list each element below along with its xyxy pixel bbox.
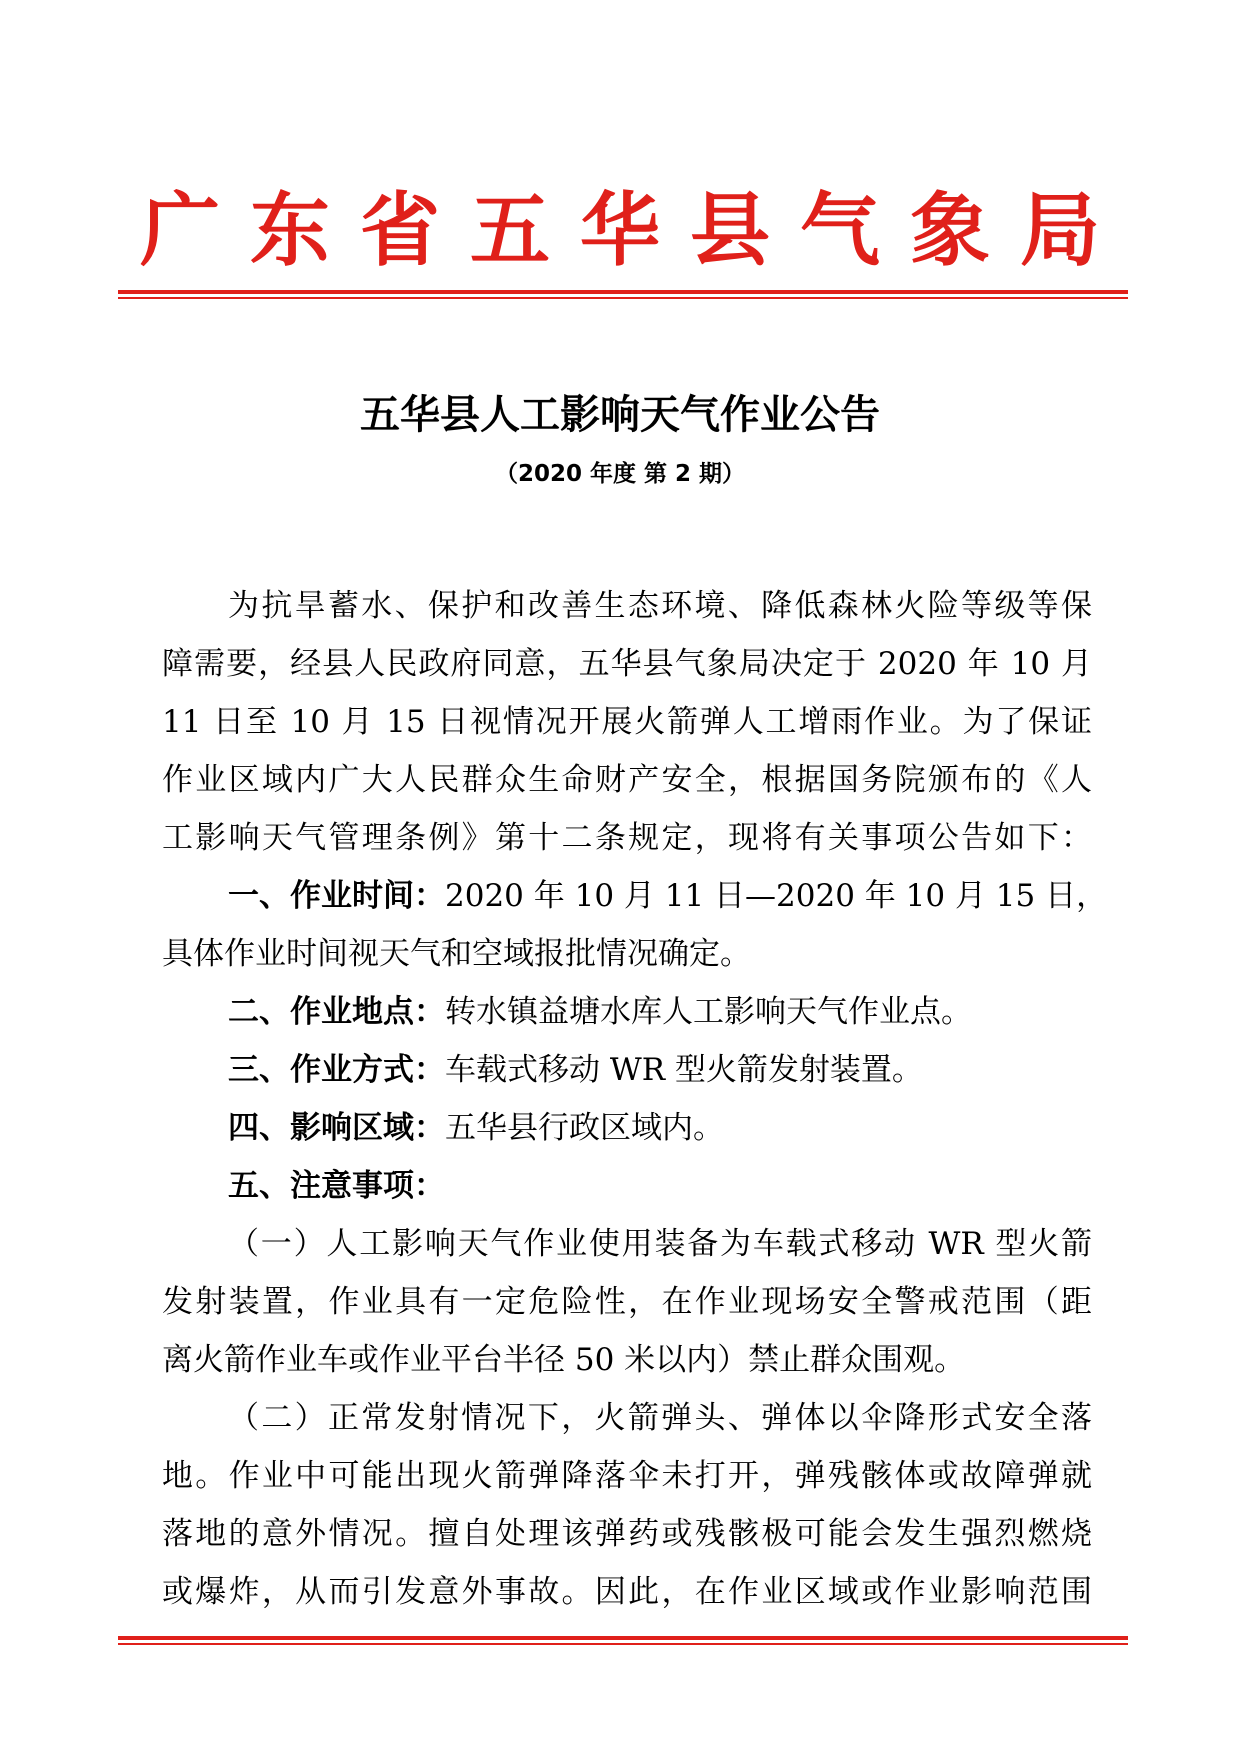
- item-text: 五华县行政区域内。: [445, 1110, 724, 1146]
- body-line: 为抗旱蓄水、保护和改善生态环境、降低森林火险等级等保: [228, 588, 1092, 624]
- item-operation-time: [162, 867, 1108, 925]
- item-label: 二、作业地点：: [228, 994, 445, 1030]
- masthead-divider: [118, 290, 1128, 299]
- item-affected-area: [162, 1099, 1092, 1157]
- body-line: 11 日至 10 月 15 日视情况开展火箭弹人工增雨作业。为了保证: [162, 704, 1092, 740]
- body-line: （一）人工影响天气作业使用装备为车载式移动 WR 型火箭: [228, 1226, 1092, 1262]
- body-line: （二）正常发射情况下，火箭弹头、弹体以伞降形式安全落: [228, 1400, 1092, 1436]
- item-label: 三、作业方式：: [228, 1052, 445, 1088]
- item-text: 车载式移动 WR 型火箭发射装置。: [445, 1052, 923, 1088]
- footer-divider: [118, 1636, 1128, 1645]
- item-label: 五、注意事项：: [228, 1168, 445, 1204]
- body-line: 或爆炸，从而引发意外事故。因此，在作业区域或作业影响范围: [162, 1574, 1092, 1610]
- notice-body: [162, 577, 1108, 1621]
- body-line: 地。作业中可能出现火箭弹降落伞未打开，弹残骸体或故障弹就: [162, 1458, 1092, 1494]
- item-precautions: [162, 1157, 1092, 1215]
- body-line: 离火箭作业车或作业平台半径 50 米以内）禁止群众围观。: [162, 1342, 966, 1378]
- body-line: 障需要，经县人民政府同意，五华县气象局决定于 2020 年 10 月: [162, 646, 1092, 682]
- body-line: 发射装置，作业具有一定危险性，在作业现场安全警戒范围（距: [162, 1284, 1092, 1320]
- item-label: 四、影响区域：: [228, 1110, 445, 1146]
- item-operation-method: [162, 1041, 1092, 1099]
- notice-title: 五华县人工影响天气作业公告: [360, 392, 880, 438]
- body-line: 作业区域内广大人民群众生命财产安全，根据国务院颁布的《人: [162, 762, 1092, 798]
- item-text: 转水镇益塘水库人工影响天气作业点。: [445, 994, 972, 1030]
- body-line: 具体作业时间视天气和空域报批情况确定。: [162, 936, 751, 972]
- item-text: 2020 年 10 月 11 日—2020 年 10 月 15 日，: [445, 878, 1108, 914]
- body-line: 工影响天气管理条例》第十二条规定，现将有关事项公告如下：: [162, 820, 1092, 856]
- item-operation-site: [162, 983, 1092, 1041]
- item-label: 一、作业时间：: [228, 878, 445, 914]
- org-masthead: 广东省五华县气象局: [140, 184, 1130, 277]
- notice-issue-number: （2020 年度 第 2 期）: [494, 461, 746, 487]
- body-line: 落地的意外情况。擅自处理该弹药或残骸极可能会发生强烈燃烧: [162, 1516, 1092, 1552]
